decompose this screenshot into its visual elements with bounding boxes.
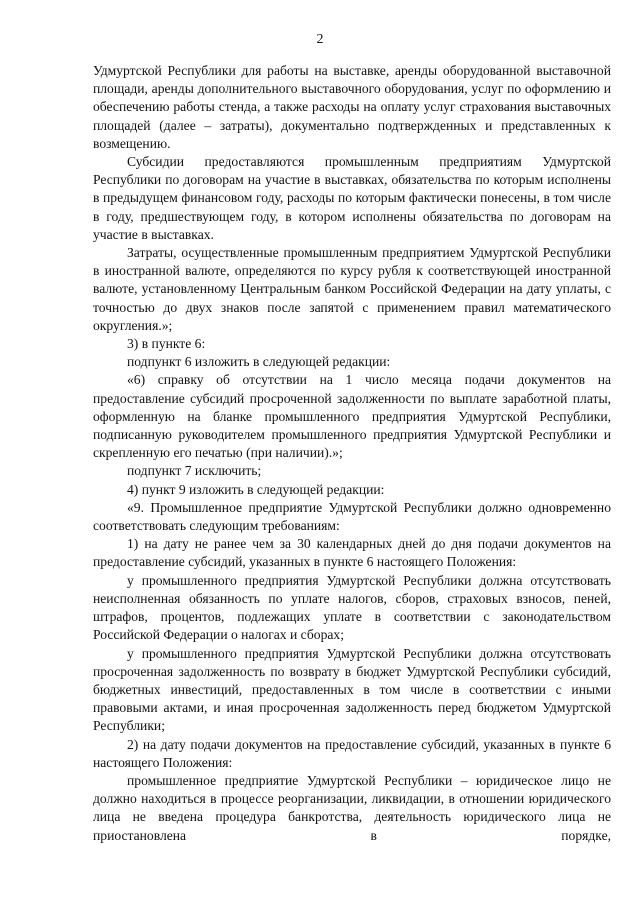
paragraph-requirement-2: 2) на дату подачи документов на предоставление субсидий, указанных в пункте 6 настоящего Положения:	[93, 736, 611, 770]
paragraph-tax-requirement: у промышленного предприятия Удмуртской Республики должна отсутствовать неисполненная обязанность по уплате налогов, сборов, страховых взносов, пеней, штрафов, процентов, подлежащих уплате в соответствии с законодательством Российской Федерации о налогах и сборах;	[93, 572, 611, 643]
page-number: 2	[316, 32, 324, 47]
paragraph-subitem-6-edit: подпункт 6 изложить в следующей редакции:	[127, 354, 391, 370]
paragraph-subsidy-conditions: Субсидии предоставляются промышленным предприятиям Удмуртской Республики по договорам на участие в выставках, обязательства по которым исполнены в предыдущем финансовом году, расходы по которым фактически понесены, в том числе в году, предшествующем году, в котором исполнены обязательства по договорам на участие в выставках.	[93, 154, 611, 242]
paragraph-currency-costs: Затраты, осуществленные промышленным предприятием Удмуртской Республики в иностранной валюте, определяются по курсу рубля к соответствующей иностранной валюте, установленному Центральным банком Российской Федерации на дату уплаты, с точностью до двух знаков после запятой с применением правил математического округления.»;	[93, 245, 611, 333]
paragraph-subitem-6-text: «6) справку об отсутствии на 1 число месяца подачи документов на предоставление субсидий просроченной задолженности по выплате заработной платы, оформленную на бланке промышленного предприятия Удмуртской Республики, подписанную руководителем промышленного предприятия Удмуртской Республики и скрепленную его печатью (при наличии).»;	[93, 372, 611, 461]
paragraph-continuation: Удмуртской Республики для работы на выставке, аренды оборудованной выставочной площади, аренды дополнительного выставочного оборудования, услуг по оформлению и обеспечению работы стенда, а также расходы на оплату услуг страхования выставочных площадей (далее – затраты), документально подтвержденных и представленных к возмещению.	[93, 63, 611, 151]
paragraph-item-9-text: «9. Промышленное предприятие Удмуртской Республики должно одновременно соответствовать следующим требованиям:	[93, 499, 611, 534]
paragraph-item-3: 3) в пункте 6:	[127, 336, 206, 352]
paragraph-item-4: 4) пункт 9 изложить в следующей редакции:	[127, 481, 385, 497]
document-body	[93, 62, 611, 845]
paragraph-subitem-7-exclude: подпункт 7 исключить;	[127, 463, 262, 479]
paragraph-requirement-1: 1) на дату не ранее чем за 30 календарных дней до дня подачи документов на предоставление субсидий, указанных в пункте 6 настоящего Положения:	[93, 536, 611, 570]
paragraph-reorganization-requirement: промышленное предприятие Удмуртской Республики – юридическое лицо не должно находиться в процессе реорганизации, ликвидации, в отношении юридического лица не введена процедура банкротства, деятельность юридического лица не приостановлена в порядке,	[93, 772, 611, 843]
paragraph-budget-debt-requirement: у промышленного предприятия Удмуртской Республики должна отсутствовать просроченная задолженность по возврату в бюджет Удмуртской Республики субсидий, бюджетных инвестиций, предоставленных в том числе в соответствии с иными правовыми актами, и иная просроченная задолженность перед бюджетом Удмуртской Республики;	[93, 645, 611, 734]
